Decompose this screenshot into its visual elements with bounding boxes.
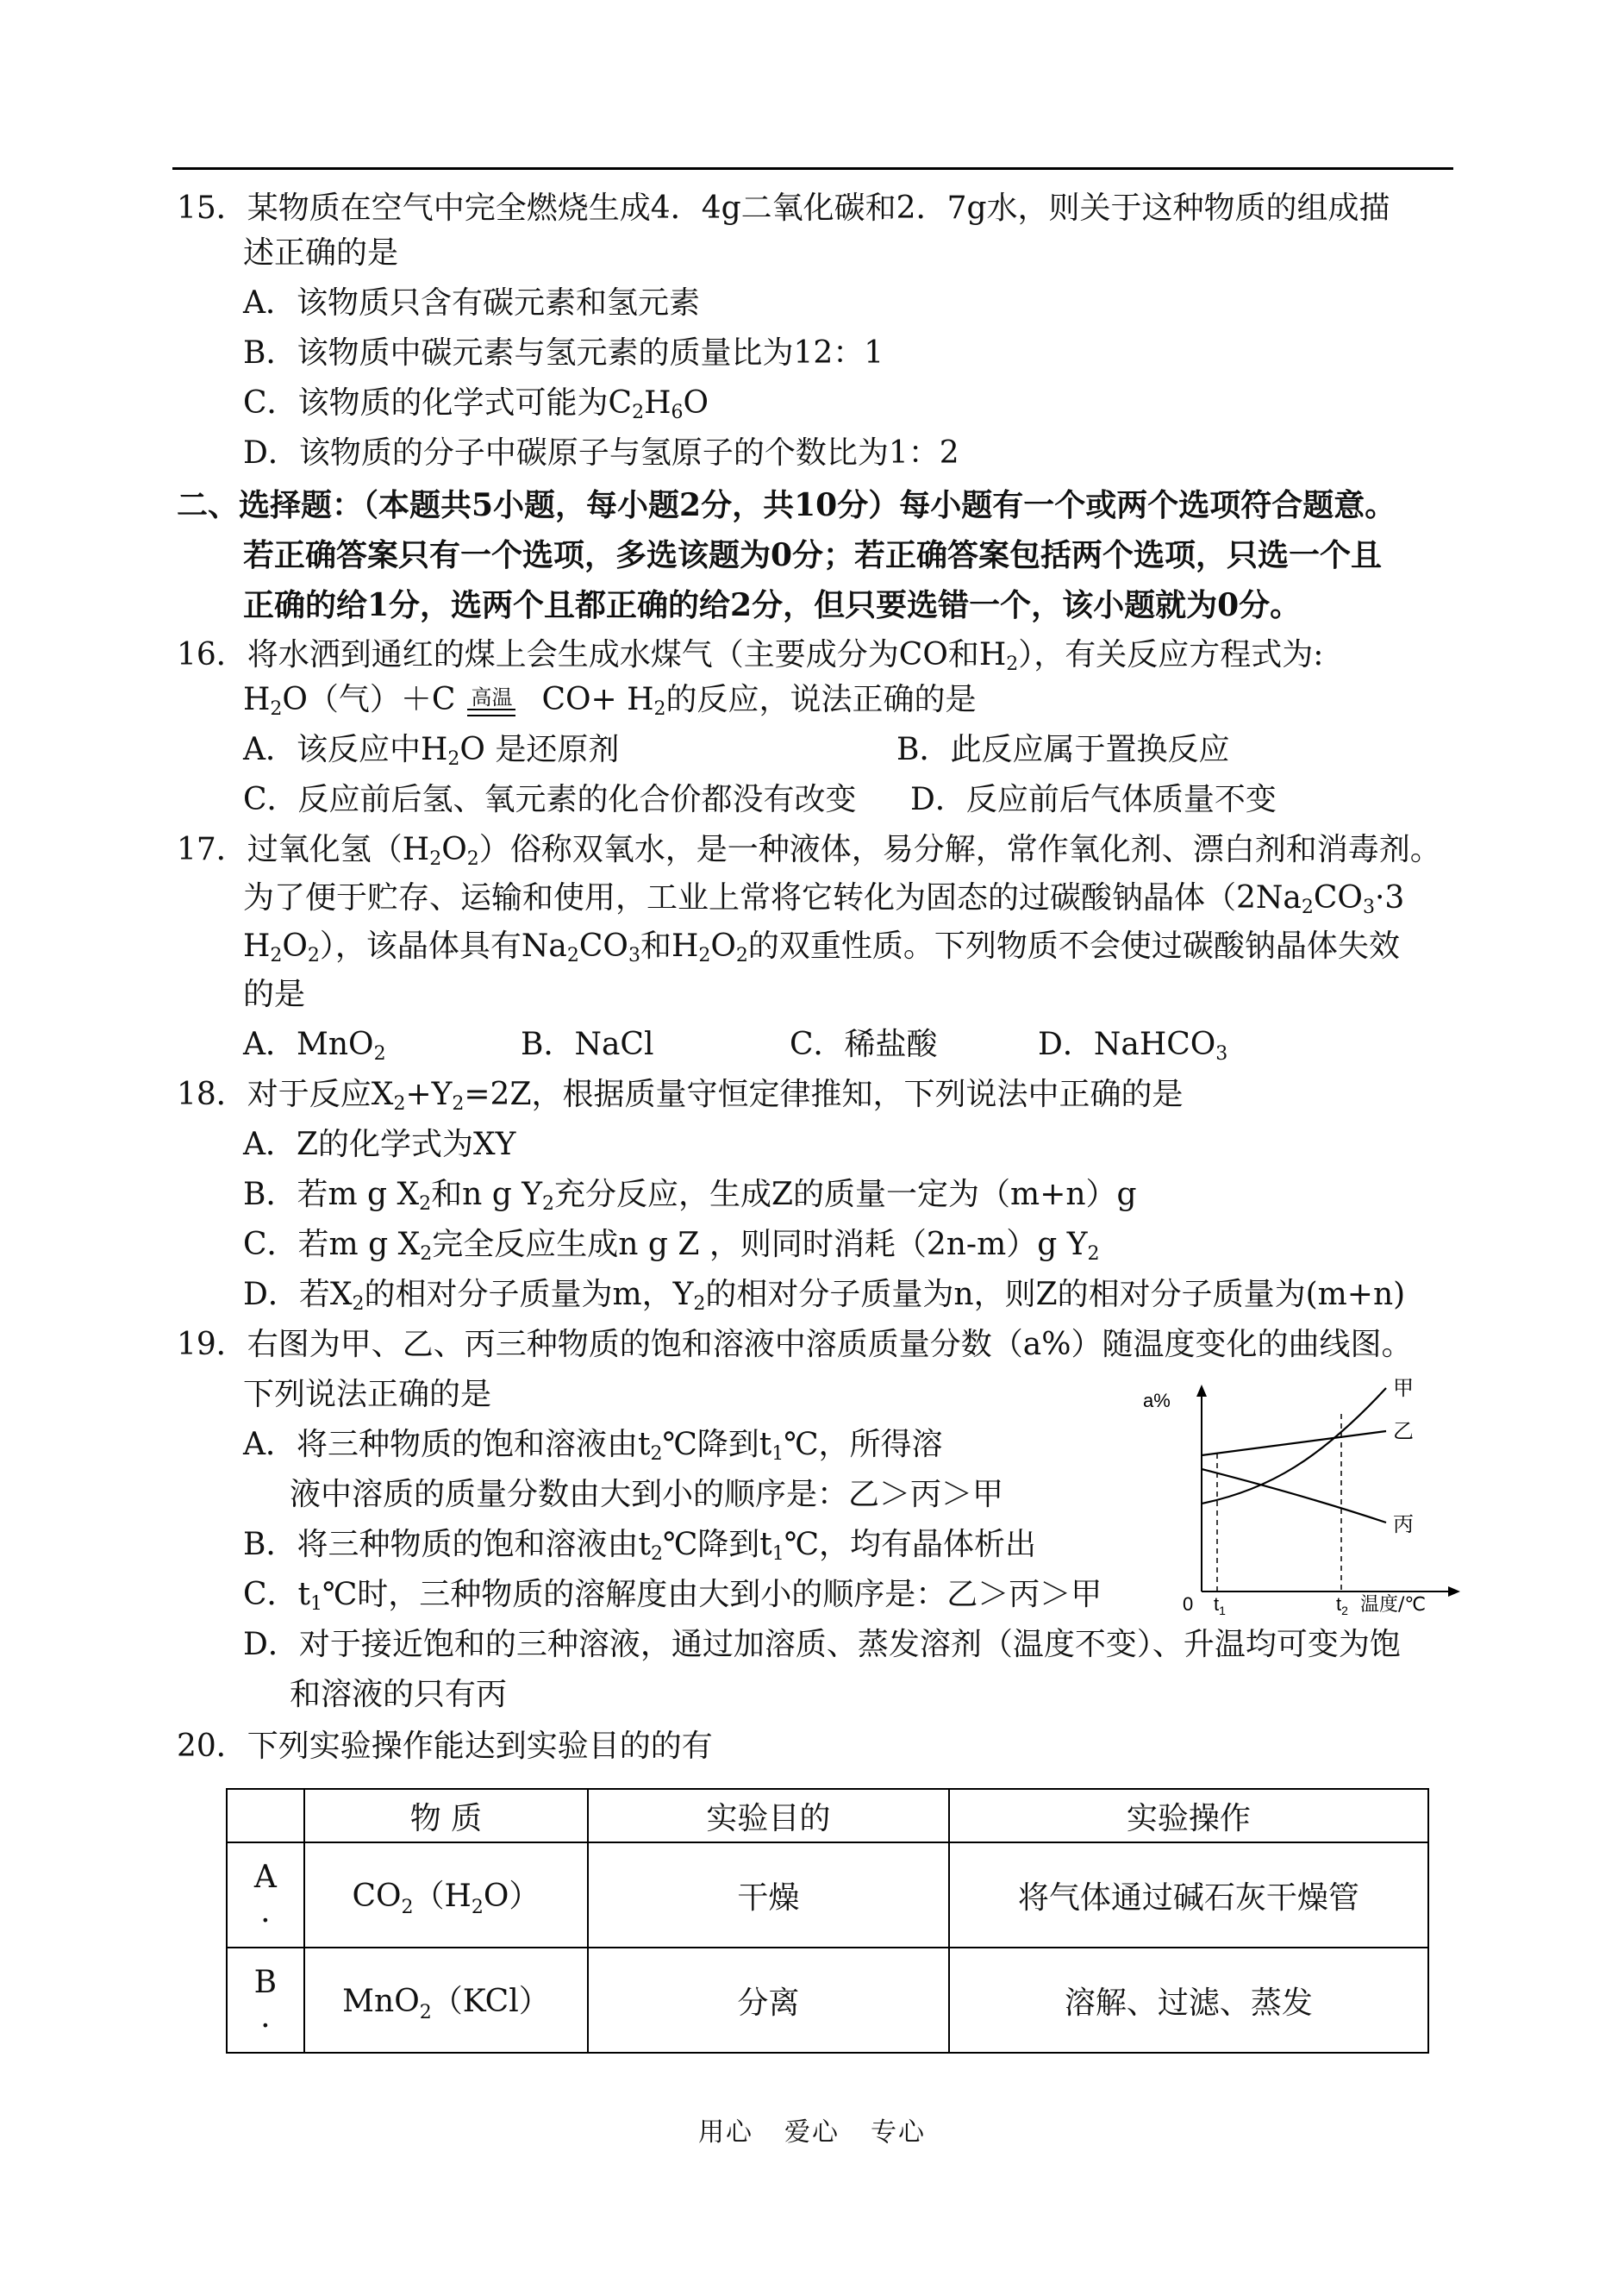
q19-option-a-line-1: A．将三种物质的饱和溶液由$t_2℃$降到$t_1℃$，所得溶 xyxy=(243,1427,943,1465)
q19-stem-line-1: 19．右图为甲、乙、丙三种物质的饱和溶液中溶质质量分数（a%）随温度变化的曲线图。 xyxy=(177,1327,1413,1362)
cell-purpose: 干燥 xyxy=(588,1842,949,1948)
q17-option-b: B．NaCl xyxy=(521,1027,654,1062)
q19-option-b: B．将三种物质的饱和溶液由$t_2℃$降到$t_1℃$，均有晶体析出 xyxy=(243,1527,1036,1565)
y-axis-arrow-icon xyxy=(1196,1385,1207,1397)
q18-option-c: C．若m g $X_2$完全反应生成n g Z ，则同时消耗（2n-m）g $Y_2$ xyxy=(243,1227,1100,1265)
curve-jia xyxy=(1202,1388,1386,1504)
q16-option-b: B．此反应属于置换反应 xyxy=(896,732,1230,767)
header-substance: 物 质 xyxy=(304,1789,588,1842)
label-jia: 甲 xyxy=(1393,1376,1414,1400)
q16-options-row-2 xyxy=(243,779,1450,821)
y-axis-label: a% xyxy=(1143,1390,1171,1411)
table-row xyxy=(227,1842,1428,1948)
x-axis-arrow-icon xyxy=(1448,1586,1460,1597)
solubility-curve-chart xyxy=(1140,1376,1467,1617)
footer-word: 专心 xyxy=(871,2117,926,2148)
q18-option-b: B．若m g $X_2$和n g $Y_2$充分反应，生成Z的质量一定为（m+n）g xyxy=(243,1177,1137,1215)
q18-stem: 18．对于反应$X_2+Y_2=2Z$，根据质量守恒定律推知，下列说法中正确的是 xyxy=(177,1077,1184,1115)
q16-equation: $H_2O$（气）＋C 高温 $CO+ H_2$的反应，说法正确的是 xyxy=(243,682,977,720)
q17-option-d: D．NaHCO$_3$ xyxy=(1038,1027,1228,1065)
q19-stem-line-2: 下列说法正确的是 xyxy=(243,1377,492,1412)
q16-option-d: D．反应前后气体质量不变 xyxy=(910,782,1277,817)
t2-tick-label: $t_2$ xyxy=(1336,1593,1348,1617)
footer-word: 用心 xyxy=(698,2117,753,2148)
cell-operation: 将气体通过碱石灰干燥管 xyxy=(949,1842,1428,1948)
row-label: A . xyxy=(227,1842,304,1948)
q18-option-a: A．Z的化学式为XY xyxy=(243,1127,516,1162)
x-axis-label: 温度/℃ xyxy=(1360,1594,1427,1616)
header-purpose: 实验目的 xyxy=(588,1789,949,1842)
reaction-condition: 高温 xyxy=(467,687,515,708)
experiment-table xyxy=(226,1788,1429,2054)
q19-option-c: C．$t_1℃$时，三种物质的溶解度由大到小的顺序是：乙＞丙＞甲 xyxy=(243,1577,1102,1615)
cell-substance: MnO$_2$（KCl） xyxy=(304,1948,588,2053)
t1-tick-label: $t_1$ xyxy=(1214,1593,1226,1617)
label-bing: 丙 xyxy=(1393,1512,1414,1536)
q16-options-row-1 xyxy=(243,729,1450,771)
table-row xyxy=(227,1948,1428,2053)
cell-substance: $CO_2(H_2O)$ xyxy=(304,1842,588,1948)
q17-stem-line-1: 17．过氧化氢$(H_2O_2)$俗称双氧水，是一种液体，易分解，常作氧化剂、漂白剂和消毒剂。 xyxy=(177,832,1441,870)
q16-option-c: C．反应前后氢、氧元素的化合价都没有改变 xyxy=(243,782,857,817)
q17-stem-line-4: 的是 xyxy=(243,977,306,1012)
q20-stem: 20．下列实验操作能达到实验目的的有 xyxy=(177,1729,713,1764)
q18-option-d: D．若$X_2$的相对分子质量为m，$Y_2$的相对分子质量为n，则Z的相对分子质量为(m+n) xyxy=(243,1277,1406,1315)
q15-stem-line-1: 15．某物质在空气中完全燃烧生成4．4g二氧化碳和2．7g水，则关于这种物质的组成描 xyxy=(177,191,1390,226)
q19-option-d-line-1: D．对于接近饱和的三种溶液，通过加溶质、蒸发溶剂（温度不变）、升温均可变为饱 xyxy=(243,1627,1401,1662)
q17-option-c: C．稀盐酸 xyxy=(790,1027,938,1062)
curve-yi xyxy=(1202,1431,1386,1455)
header-blank xyxy=(227,1789,304,1842)
q15-option-c: C．该物质的化学式可能为$C_2H_6O$ xyxy=(243,385,709,423)
q15-option-d: D．该物质的分子中碳原子与氢原子的个数比为1：2 xyxy=(243,435,959,471)
q17-options xyxy=(243,1024,1450,1066)
q17-stem-line-3: $H_2O_2$），该晶体具有$Na_2CO_3$和$H_2O_2$的双重性质。下列物质不会使过碳酸钠晶体失效 xyxy=(243,929,1400,966)
q19-option-a-line-2: 液中溶质的质量分数由大到小的顺序是：乙＞丙＞甲 xyxy=(290,1477,1004,1512)
q15-stem-line-2: 述正确的是 xyxy=(243,235,399,271)
q15-option-b: B．该物质中碳元素与氢元素的质量比为12：1 xyxy=(243,335,884,371)
label-yi: 乙 xyxy=(1393,1419,1414,1443)
cell-operation: 溶解、过滤、蒸发 xyxy=(949,1948,1428,2053)
header-operation: 实验操作 xyxy=(949,1789,1428,1842)
q19-option-d-line-2: 和溶液的只有丙 xyxy=(290,1677,508,1712)
origin-label: 0 xyxy=(1183,1593,1194,1615)
q17-stem-line-2: 为了便于贮存、运输和使用，工业上常将它转化为固态的过碳酸钠晶体（$2Na_2CO_3\cdot 3$ xyxy=(243,880,1405,918)
page-footer xyxy=(0,2111,1624,2148)
q15-option-a: A．该物质只含有碳元素和氢元素 xyxy=(243,285,700,321)
footer-word: 爱心 xyxy=(784,2117,840,2148)
table-header-row xyxy=(227,1789,1428,1842)
section2-heading-line-2: 若正确答案只有一个选项，多选该题为0分；若正确答案包括两个选项，只选一个且 xyxy=(243,537,1383,573)
row-label: B . xyxy=(227,1948,304,2053)
q16-option-a: A．该反应中$H_2O$ 是还原剂 xyxy=(243,732,620,770)
section2-heading-line-1: 二、选择题：（本题共5小题，每小题2分，共10分）每小题有一个或两个选项符合题意。 xyxy=(177,487,1396,523)
q17-option-a: A．MnO$_2$ xyxy=(243,1027,386,1065)
q16-stem-line-1: 16．将水洒到通红的煤上会生成水煤气（主要成分为CO和$H_2$），有关反应方程式为: xyxy=(177,637,1324,675)
section2-heading-line-3: 正确的给1分，选两个且都正确的给2分，但只要选错一个，该小题就为0分。 xyxy=(243,587,1302,623)
header-rule xyxy=(172,167,1453,170)
cell-purpose: 分离 xyxy=(588,1948,949,2053)
